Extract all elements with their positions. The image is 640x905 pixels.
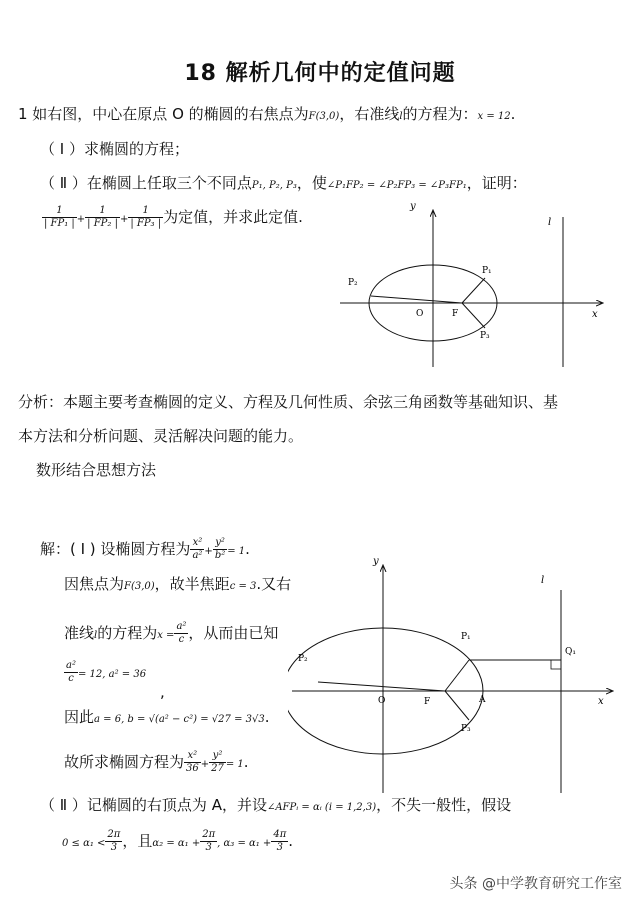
focus-label: F (424, 697, 431, 707)
analysis-line-1: 分析：本题主要考查椭圆的定义、方程及几何性质、余弦三角函数等基础知识、基 (18, 393, 559, 411)
p1-label: P₁ (461, 632, 471, 642)
part-1-question: （ Ⅰ ）求椭圆的方程； (40, 140, 189, 158)
p3-label: P₃ (461, 724, 471, 734)
ab-expr: a = 6, b = √(a² − c²) = √27 = 3√3 (94, 714, 265, 725)
denominator: | FP₃ | (130, 218, 162, 229)
denominator: c (178, 634, 185, 645)
segment-FP3 (445, 691, 469, 720)
segment-FP1 (445, 660, 469, 691)
solution-line-1: 解：( Ⅰ ) 设椭圆方程为 $\frac{\text{x²}}{\text{a²}}$ + $\frac{\text{y²}}{\text{b²}}$ = 1. (40, 537, 250, 561)
segment-FP1 (462, 278, 485, 303)
fraction (200, 829, 217, 854)
numerator: 4π (273, 829, 287, 840)
fraction-1 (42, 205, 77, 230)
solution-line-2 (64, 574, 291, 597)
period: . (245, 540, 250, 558)
fraction (105, 829, 122, 854)
numerator: 1 (128, 205, 163, 218)
solution-text: ，从而由已知 (188, 624, 279, 642)
x-eq: x = (157, 630, 175, 641)
denominator: | FP₂ | (87, 218, 118, 229)
l-label: l (548, 217, 552, 228)
y-label: y (410, 201, 416, 212)
fraction (213, 537, 227, 562)
equation-tail: = 1 (225, 759, 244, 770)
fraction (174, 621, 188, 646)
numerator: a² (66, 660, 76, 671)
fraction (64, 660, 78, 685)
ellipse-figure-1 (330, 195, 620, 375)
denominator: a² (192, 550, 203, 561)
p3-label: P₃ (480, 331, 490, 341)
origin-label: O (416, 309, 424, 319)
denominator: b² (214, 550, 226, 561)
denominator: c (68, 673, 74, 684)
solution-line-7 (40, 795, 511, 818)
denominator: | FP₁ | (44, 218, 75, 229)
x-label: x (598, 696, 604, 707)
fraction (271, 829, 288, 854)
period: . (288, 832, 294, 850)
ellipse-figure-2 (288, 548, 620, 798)
solution-line-4 (64, 658, 146, 689)
numerator: 1 (85, 205, 120, 218)
period: . (243, 753, 249, 771)
q1-label: Q₁ (565, 647, 576, 657)
numerator: y² (209, 750, 226, 763)
alpha2-expr: α₂ = α₁ + (152, 838, 201, 849)
problem-line-1 (18, 104, 515, 127)
denominator: 3 (205, 842, 212, 853)
focus-expr: F(3,0) (124, 581, 155, 592)
numerator: a² (176, 621, 187, 632)
denominator: 3 (110, 842, 118, 853)
solution-line-6: 故所求椭圆方程为 $\frac{\text{x²}}{36}$ + $\frac{\text{y²}}{27}$ = 1. (64, 750, 249, 774)
angle-expr: ∠AFPᵢ = αᵢ (i = 1,2,3) (266, 802, 377, 813)
fraction (209, 750, 226, 775)
problem-text: ，使 (296, 174, 327, 192)
numerator: 2π (107, 829, 121, 840)
problem-text: 1 如右图，中心在原点 O 的椭圆的右焦点为 (18, 105, 309, 123)
vertex-label: A (479, 695, 486, 705)
watermark: 头条 @中学教育研究工作室 (449, 876, 622, 892)
right-angle-mark (551, 660, 561, 669)
solution-text: （ Ⅱ ）记椭圆的右顶点为 A，并设 (40, 796, 267, 814)
comma: , (160, 683, 165, 701)
part-2-question (40, 173, 527, 196)
solution-text: 解：( Ⅰ ) 设椭圆方程为 (40, 540, 191, 558)
problem-text: 为定值，并求此定值. (163, 208, 303, 226)
numerator: x² (190, 537, 204, 550)
y-label: y (373, 556, 379, 567)
points-expr: P₁, P₂, P₃ (251, 180, 297, 191)
solution-text: 因此 (64, 708, 95, 726)
period: . (264, 708, 270, 726)
analysis-line-3: 数形结合思想方法 (36, 461, 157, 479)
reciprocal-sum (42, 203, 303, 234)
solution-text: 的方程为 (97, 624, 158, 642)
analysis-line-2: 本方法和分析问题、灵活解决问题的能力。 (18, 427, 304, 445)
segment-FP2 (318, 682, 445, 691)
solution-line-8 (62, 826, 293, 859)
problem-text: ，证明： (466, 174, 527, 192)
segment-FP2 (371, 296, 462, 303)
focus-expr: F(3,0) (308, 111, 340, 122)
numerator: 2π (202, 829, 216, 840)
fraction (184, 750, 201, 775)
solution-text: ，不失一般性，假设 (376, 796, 512, 814)
p1-label: P₁ (482, 266, 492, 276)
segment-FP3 (462, 303, 485, 328)
denominator: 36 (186, 763, 199, 774)
denominator: 3 (276, 842, 283, 853)
numerator: x² (184, 750, 201, 763)
focus-label: F (452, 309, 459, 319)
solution-text: .又右 (256, 575, 292, 593)
numerator: 1 (42, 205, 77, 218)
page-title: 18 解析几何中的定值问题 (184, 61, 456, 86)
period: . (510, 105, 516, 123)
alpha3-expr: , α₃ = α₁ + (217, 838, 272, 849)
solution-text: ，且 (122, 832, 153, 850)
problem-text: （ Ⅱ ）在椭圆上任取三个不同点 (40, 174, 252, 192)
directrix-symbol: l (94, 630, 98, 641)
solution-line-5 (64, 707, 270, 730)
problem-text: 的方程为： (402, 105, 478, 123)
equation-tail: = 12, a² = 36 (77, 669, 147, 680)
solution-text: 准线 (64, 624, 95, 642)
directrix-eq: x = 12 (477, 111, 511, 122)
directrix-symbol: l (399, 111, 403, 122)
fraction-2 (85, 205, 120, 230)
solution-line-3 (64, 618, 278, 651)
numerator: y² (213, 537, 227, 550)
solution-text: 因焦点为 (64, 575, 125, 593)
solution-text: 故所求椭圆方程为 (64, 753, 185, 771)
l-label: l (541, 575, 545, 586)
origin-label: O (378, 696, 386, 706)
plus-sign: + (119, 214, 129, 225)
p2-label: P₂ (298, 654, 308, 664)
x-label: x (592, 309, 598, 320)
p2-label: P₂ (348, 278, 358, 288)
fraction-3 (128, 205, 163, 230)
fraction (190, 537, 204, 562)
plus-sign: + (76, 214, 86, 225)
angles-expr: ∠P₁FP₂ = ∠P₂FP₃ = ∠P₃FP₁ (326, 180, 467, 191)
equation-tail: = 1 (227, 546, 246, 557)
denominator: 27 (211, 763, 224, 774)
solution-text: ，故半焦距 (154, 575, 230, 593)
c-expr: c = 3 (229, 581, 257, 592)
problem-text: ，右准线 (339, 105, 400, 123)
alpha-range: 0 ≤ α₁ < (62, 838, 106, 849)
